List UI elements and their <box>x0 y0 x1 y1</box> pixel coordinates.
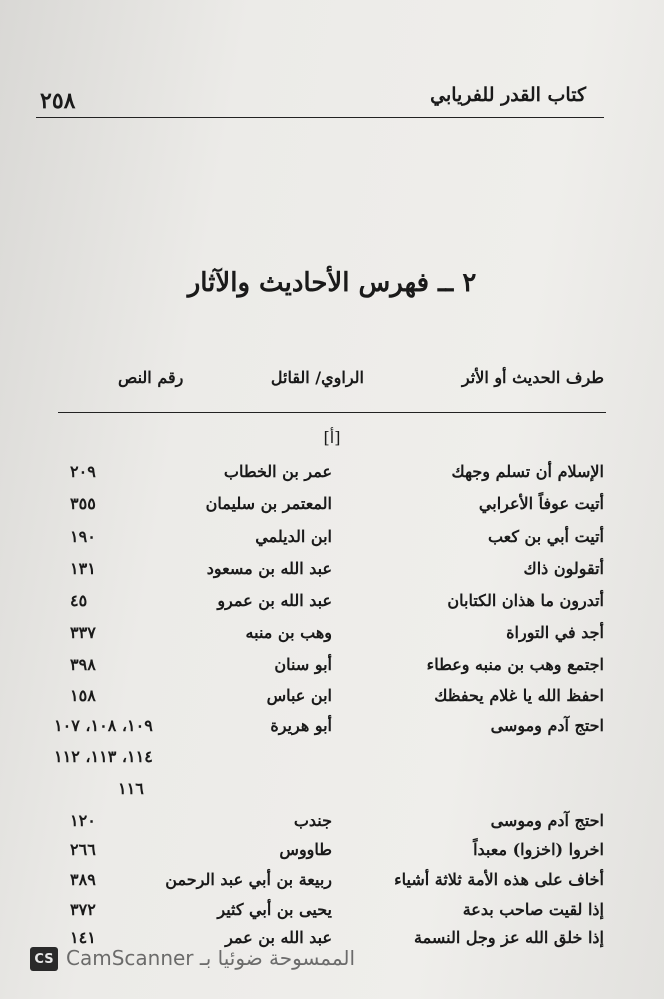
text-number: ١٤١ <box>70 928 96 947</box>
text-number: ١٩٠ <box>70 527 96 546</box>
column-header-hadith: طرف الحديث أو الأثر <box>461 368 604 387</box>
hadith-text: اجتمع وهب بن منبه وعطاء <box>426 655 604 674</box>
narrator-text: وهب بن منبه <box>245 623 332 642</box>
section-title: ٢ ــ فهرس الأحاديث والآثار <box>187 268 477 298</box>
text-number: ١٢٠ <box>70 811 96 830</box>
table-row <box>0 527 664 557</box>
narrator-text: ربيعة بن أبي عبد الرحمن <box>165 870 332 889</box>
narrator-text: جندب <box>293 811 332 830</box>
hadith-text: الإسلام أن تسلم وجهك <box>451 462 604 481</box>
table-row <box>0 900 664 930</box>
narrator-text: طاووس <box>279 840 332 859</box>
header-divider <box>36 117 604 118</box>
table-row <box>0 623 664 653</box>
hadith-text: أتيت أبي بن كعب <box>487 527 604 546</box>
hadith-text: أتيت عوفاً الأعرابي <box>478 494 604 513</box>
hadith-text: احتج آدم وموسى <box>490 811 604 830</box>
narrator-text: أبو هريرة <box>270 716 332 735</box>
narrator-text: عبد الله بن عمرو <box>217 591 332 610</box>
hadith-text: إذا خلق الله عز وجل النسمة <box>414 928 604 947</box>
running-head: كتاب القدر للفريابي <box>430 84 586 106</box>
hadith-text: اخروا (اخزوا) معبداً <box>473 840 604 859</box>
narrator-text: ابن عباس <box>266 686 332 705</box>
camscanner-watermark: CamScanner الممسوحة ضوئيا بـ <box>66 946 356 970</box>
table-row <box>0 462 664 492</box>
text-number: ١٠٩، ١٠٨، ١٠٧ <box>54 716 153 735</box>
hadith-text: احفظ الله يا غلام يحفظك <box>434 686 604 705</box>
table-row <box>0 686 664 716</box>
text-number: ١٥٨ <box>70 686 96 705</box>
text-number: ٣٣٧ <box>70 623 96 642</box>
table-row <box>0 494 664 524</box>
table-row <box>0 559 664 589</box>
table-divider <box>58 412 606 413</box>
hadith-text: أتقولون ذاك <box>523 559 604 578</box>
text-number: ٣٨٩ <box>70 870 96 889</box>
text-number: ٢٠٩ <box>70 462 96 481</box>
narrator-text: أبو سنان <box>274 655 332 674</box>
text-number: ٤٥ <box>70 591 88 610</box>
column-header-narrator: الراوي/ القائل <box>270 368 364 387</box>
narrator-text: عبد الله بن عمر <box>225 928 332 947</box>
hadith-text: إذا لقيت صاحب بدعة <box>462 900 604 919</box>
hadith-text: أجد في التوراة <box>506 623 604 642</box>
table-row <box>0 840 664 870</box>
table-row <box>0 811 664 841</box>
text-number: ٣٩٨ <box>70 655 96 674</box>
hadith-text: أخاف على هذه الأمة ثلاثة أشياء <box>394 870 604 889</box>
text-number: ٣٥٥ <box>70 494 96 513</box>
text-number: ١٣١ <box>70 559 96 578</box>
table-row <box>0 716 664 746</box>
table-row <box>0 747 664 777</box>
text-number: ١١٦ <box>118 779 144 798</box>
text-number: ٢٦٦ <box>70 840 96 859</box>
table-row <box>0 655 664 685</box>
letter-heading: [أ] <box>323 428 341 447</box>
column-header-number: رقم النص <box>118 368 184 387</box>
narrator-text: المعتمر بن سليمان <box>205 494 332 513</box>
narrator-text: عبد الله بن مسعود <box>206 559 332 578</box>
hadith-text: أتدرون ما هذان الكتابان <box>447 591 604 610</box>
narrator-text: يحيى بن أبي كثير <box>217 900 332 919</box>
text-number: ١١٤، ١١٣، ١١٢ <box>54 747 153 766</box>
table-row <box>0 779 664 809</box>
camscanner-logo-icon: CS <box>30 947 58 971</box>
narrator-text: عمر بن الخطاب <box>223 462 332 481</box>
narrator-text: ابن الديلمي <box>255 527 332 546</box>
table-row <box>0 591 664 621</box>
table-row <box>0 870 664 900</box>
hadith-text: احتج آدم وموسى <box>490 716 604 735</box>
text-number: ٣٧٢ <box>70 900 96 919</box>
page-number: ٢٥٨ <box>40 88 76 114</box>
